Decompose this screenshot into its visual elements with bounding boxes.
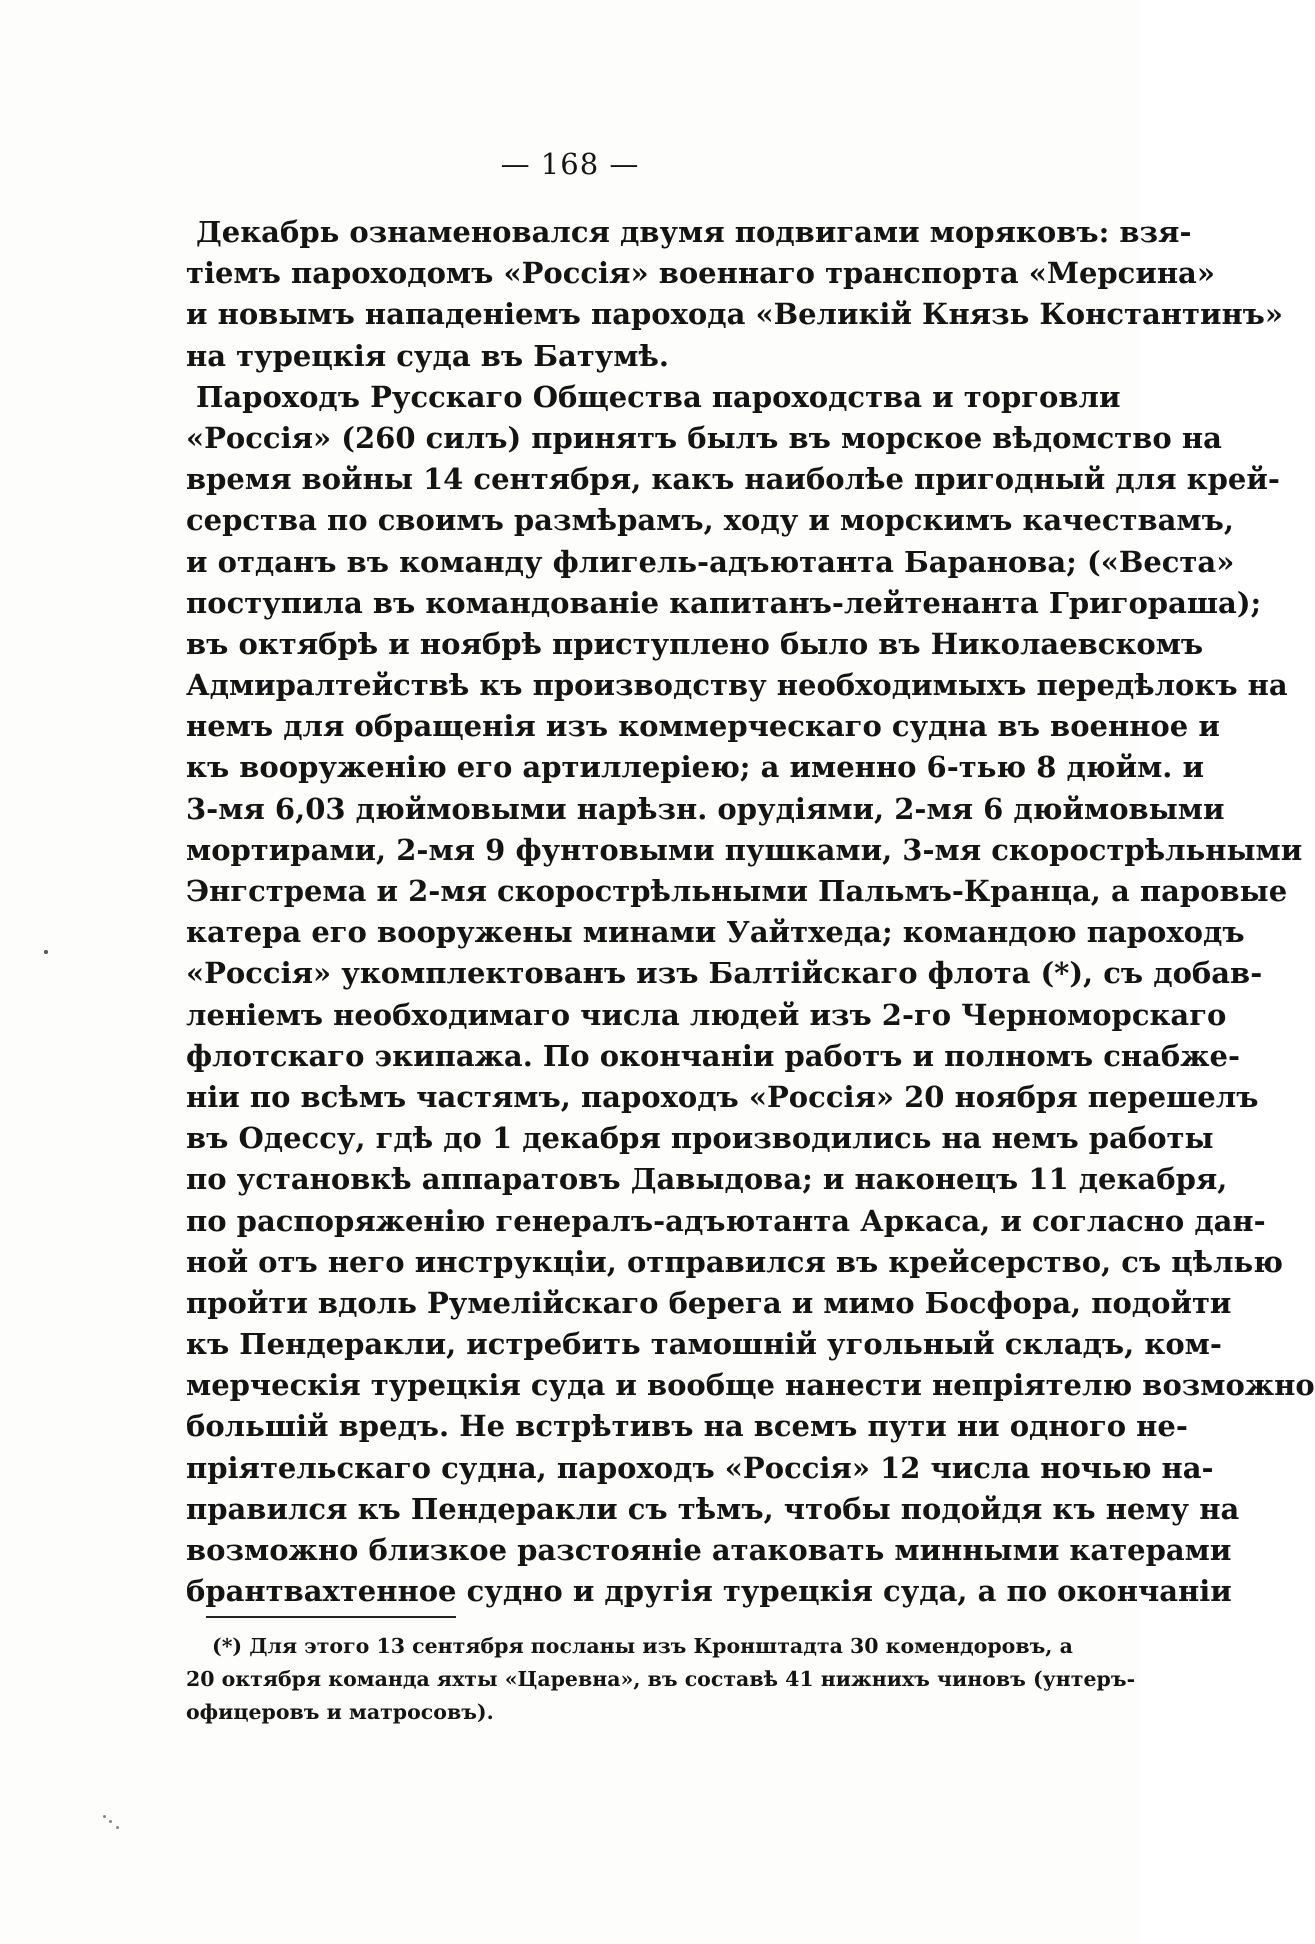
text-line: по установкѣ аппаратовъ Давыдова; и наконецъ 11 декабря, xyxy=(186,1162,1228,1197)
text-line: Декабрь ознаменовался двумя подвигами моряковъ: взя- xyxy=(196,215,1192,249)
text-line: и отданъ въ команду флигель-адъютанта Баранова; («Веста» xyxy=(186,544,1235,579)
text-line: Адмиралтействѣ къ производству необходимыхъ передѣлокъ на xyxy=(186,668,1288,703)
text-line: въ октябрѣ и ноябрѣ приступлено было въ Николаевскомъ xyxy=(186,626,1204,661)
scan-speck xyxy=(103,1815,106,1818)
text-line: ніи по всѣмъ частямъ, пароходъ «Россія» 20 ноября перешелъ xyxy=(186,1079,1259,1114)
footnote-line: офицеровъ и матросовъ). xyxy=(186,1700,494,1724)
text-line: тіемъ пароходомъ «Россія» военнаго транспорта «Мерсина» xyxy=(186,256,1215,291)
text-line: на турецкія суда въ Батумѣ. xyxy=(186,338,669,373)
scan-speck xyxy=(116,1826,119,1829)
text-line: брантвахтенное судно и другія турецкія суда, а по окончаніи xyxy=(186,1574,1232,1609)
text-line: по распоряженію генералъ-адъютанта Аркаса, и согласно дан- xyxy=(186,1203,1266,1238)
page-number: — 168 — xyxy=(500,147,640,181)
paragraph-1 xyxy=(186,212,1284,377)
footnote-line: (*) Для этого 13 сентября посланы изъ Кронштадта 30 комендоровъ, а xyxy=(212,1634,1073,1658)
paragraph-2 xyxy=(186,377,1315,1613)
text-line: въ Одессу, гдѣ до 1 декабря производились на немъ работы xyxy=(186,1121,1214,1156)
text-line: мортирами, 2-мя 9 фунтовыми пушками, 3-мя скорострѣльными xyxy=(186,832,1303,867)
text-line: Энгстрема и 2-мя скорострѣльными Пальмъ-Кранца, а паровые xyxy=(186,874,1288,908)
text-line: возможно близкое разстояніе атаковать минными катерами xyxy=(186,1533,1232,1567)
footnote-line: 20 октября команда яхты «Царевна», въ составѣ 41 нижнихъ чиновъ (унтеръ- xyxy=(186,1667,1136,1691)
text-line: немъ для обращенія изъ коммерческаго судна въ военное и xyxy=(186,709,1220,744)
text-line: мерческія турецкія суда и вообще нанести непріятелю возможно xyxy=(186,1368,1315,1403)
text-line: и новымъ нападеніемъ парохода «Великій Князь Константинъ» xyxy=(186,297,1284,332)
scan-speck xyxy=(109,1820,112,1823)
text-line: ной отъ него инструкціи, отправился въ крейсерство, съ цѣлью xyxy=(186,1244,1283,1279)
text-line: время войны 14 сентября, какъ наиболѣе пригодный для крей- xyxy=(186,462,1280,497)
scan-speck xyxy=(44,950,48,954)
text-line: пройти вдоль Румелійскаго берега и мимо Босфора, подойти xyxy=(186,1285,1232,1320)
footnote xyxy=(186,1630,1136,1729)
text-line: пріятельскаго судна, пароходъ «Россія» 12 числа ночью на- xyxy=(186,1450,1214,1485)
text-line: «Россія» (260 силъ) принятъ былъ въ морское вѣдомство на xyxy=(186,420,1222,455)
text-line: леніемъ необходимаго числа людей изъ 2-го Черноморскаго xyxy=(186,997,1227,1032)
text-line: «Россія» укомплектованъ изъ Балтійскаго флота (*), съ добав- xyxy=(186,956,1263,991)
text-line: къ вооруженію его артиллеріею; а именно 6-тью 8 дюйм. и xyxy=(186,750,1204,785)
body-text xyxy=(186,212,1315,1612)
text-line: большій вредъ. Не встрѣтивъ на всемъ пути ни одного не- xyxy=(186,1409,1188,1444)
text-line: поступила въ командованіе капитанъ-лейтенанта Григораша); xyxy=(186,585,1262,620)
text-line: 3-мя 6,03 дюймовыми нарѣзн. орудіями, 2-мя 6 дюймовыми xyxy=(186,791,1225,826)
footnote-divider xyxy=(206,1616,456,1618)
text-line: серства по своимъ размѣрамъ, ходу и морскимъ качествамъ, xyxy=(186,503,1234,538)
text-line: правился къ Пендеракли съ тѣмъ, чтобы подойдя къ нему на xyxy=(186,1491,1240,1526)
text-line: катера его вооружены минами Уайтхеда; командою пароходъ xyxy=(186,915,1245,950)
text-line: къ Пендеракли, истребить тамошній угольный складъ, ком- xyxy=(186,1327,1222,1362)
text-line: флотскаго экипажа. По окончаніи работъ и полномъ снабже- xyxy=(186,1038,1241,1073)
text-line: Пароходъ Русскаго Общества пароходства и торговли xyxy=(196,379,1121,414)
